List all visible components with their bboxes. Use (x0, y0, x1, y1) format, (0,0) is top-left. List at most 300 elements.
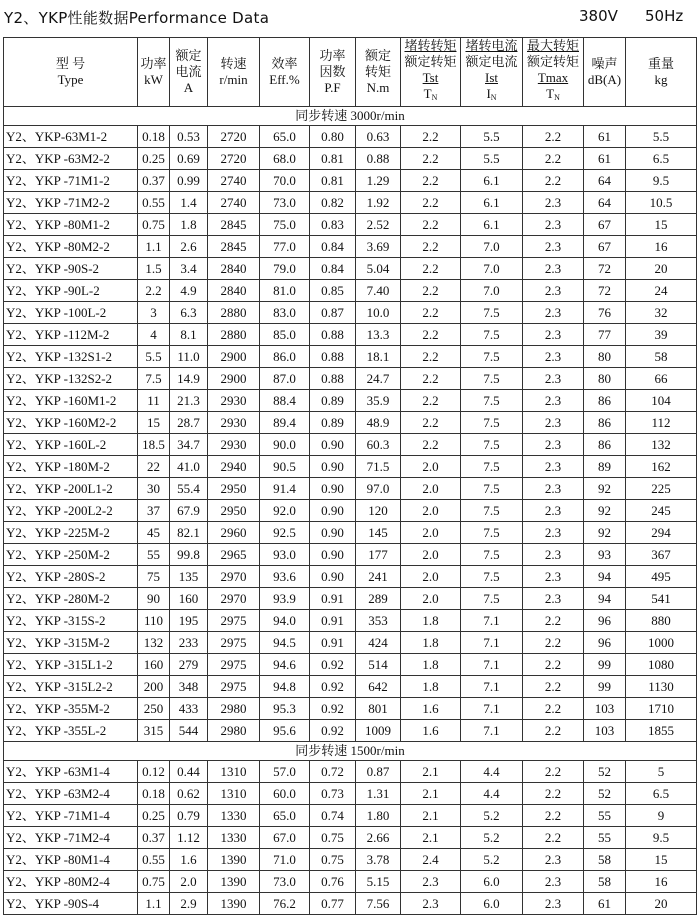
value-cell: 60.3 (356, 434, 401, 456)
model-cell: Y2、YKP -200L2-2 (4, 500, 138, 522)
value-cell: 71.5 (356, 456, 401, 478)
value-cell: 61 (584, 126, 626, 148)
value-cell: 2.3 (523, 280, 584, 302)
value-cell: 94 (584, 588, 626, 610)
model-cell: Y2、YKP -315S-2 (4, 610, 138, 632)
value-cell: 5.5 (626, 126, 697, 148)
model-cell: Y2、YKP -160L-2 (4, 434, 138, 456)
table-body (4, 107, 697, 915)
value-cell: 7.5 (461, 368, 523, 390)
value-cell: 7.0 (461, 280, 523, 302)
value-cell: 7.5 (461, 302, 523, 324)
value-cell: 9.5 (626, 170, 697, 192)
value-cell: 8.1 (170, 324, 208, 346)
value-cell: 11 (138, 390, 170, 412)
value-cell: 2.0 (401, 588, 461, 610)
value-cell: 2.3 (523, 324, 584, 346)
value-cell: 2.6 (170, 236, 208, 258)
value-cell: 94.0 (260, 610, 310, 632)
value-cell: 61 (584, 893, 626, 915)
value-cell: 2.2 (523, 720, 584, 742)
value-cell: 5.2 (461, 827, 523, 849)
table-row (4, 390, 697, 412)
value-cell: 99 (584, 676, 626, 698)
value-cell: 2840 (208, 280, 260, 302)
value-cell: 2720 (208, 126, 260, 148)
value-cell: 0.90 (310, 456, 356, 478)
value-cell: 1130 (626, 676, 697, 698)
value-cell: 7.5 (461, 588, 523, 610)
header-efficiency: 效率 Eff.% (260, 38, 310, 107)
table-row (4, 522, 697, 544)
value-cell: 2.0 (170, 871, 208, 893)
value-cell: 7.40 (356, 280, 401, 302)
value-cell: 2720 (208, 148, 260, 170)
value-cell: 294 (626, 522, 697, 544)
value-cell: 48.9 (356, 412, 401, 434)
value-cell: 2.3 (523, 346, 584, 368)
value-cell: 1.8 (401, 610, 461, 632)
value-cell: 2960 (208, 522, 260, 544)
model-cell: Y2、YKP -63M2-4 (4, 783, 138, 805)
value-cell: 2.3 (523, 236, 584, 258)
value-cell: 2965 (208, 544, 260, 566)
value-cell: 2.3 (523, 456, 584, 478)
value-cell: 801 (356, 698, 401, 720)
value-cell: 0.53 (170, 126, 208, 148)
table-row (4, 893, 697, 915)
value-cell: 92 (584, 478, 626, 500)
table-row (4, 214, 697, 236)
value-cell: 93 (584, 544, 626, 566)
value-cell: 67.0 (260, 827, 310, 849)
value-cell: 177 (356, 544, 401, 566)
table-row (4, 566, 697, 588)
value-cell: 58 (584, 849, 626, 871)
value-cell: 289 (356, 588, 401, 610)
model-cell: Y2、YKP -280S-2 (4, 566, 138, 588)
table-row (4, 148, 697, 170)
value-cell: 16 (626, 871, 697, 893)
value-cell: 2.3 (523, 302, 584, 324)
model-cell: Y2、YKP -71M1-4 (4, 805, 138, 827)
value-cell: 7.5 (461, 456, 523, 478)
table-row (4, 654, 697, 676)
value-cell: 72 (584, 280, 626, 302)
value-cell: 2930 (208, 434, 260, 456)
value-cell: 0.91 (310, 632, 356, 654)
value-cell: 132 (626, 434, 697, 456)
value-cell: 18.5 (138, 434, 170, 456)
table-row (4, 192, 697, 214)
table-row (4, 827, 697, 849)
value-cell: 2.3 (523, 434, 584, 456)
table-row (4, 698, 697, 720)
value-cell: 1.8 (401, 632, 461, 654)
value-cell: 3.4 (170, 258, 208, 280)
value-cell: 135 (170, 566, 208, 588)
value-cell: 94.6 (260, 654, 310, 676)
value-cell: 0.90 (310, 500, 356, 522)
value-cell: 2.2 (401, 434, 461, 456)
value-cell: 1.92 (356, 192, 401, 214)
value-cell: 5.04 (356, 258, 401, 280)
value-cell: 2.3 (401, 893, 461, 915)
value-cell: 2970 (208, 566, 260, 588)
value-cell: 15 (138, 412, 170, 434)
value-cell: 0.75 (138, 214, 170, 236)
value-cell: 0.76 (310, 871, 356, 893)
value-cell: 1310 (208, 783, 260, 805)
value-cell: 34.7 (170, 434, 208, 456)
value-cell: 55 (584, 805, 626, 827)
value-cell: 0.85 (310, 280, 356, 302)
value-cell: 28.7 (170, 412, 208, 434)
header-max-torque: 最大转矩 额定转矩 Tmax $T_N$ (523, 38, 584, 107)
value-cell: 2.3 (523, 849, 584, 871)
header-power-factor: 功率 因数 P.F (310, 38, 356, 107)
value-cell: 2880 (208, 302, 260, 324)
value-cell: 2.2 (523, 610, 584, 632)
table-row (4, 280, 697, 302)
value-cell: 4 (138, 324, 170, 346)
value-cell: 11.0 (170, 346, 208, 368)
value-cell: 4.4 (461, 761, 523, 783)
value-cell: 35.9 (356, 390, 401, 412)
value-cell: 200 (138, 676, 170, 698)
value-cell: 250 (138, 698, 170, 720)
value-cell: 66 (626, 368, 697, 390)
frequency-label: 50Hz (645, 7, 684, 25)
value-cell: 2840 (208, 258, 260, 280)
value-cell: 2.66 (356, 827, 401, 849)
value-cell: 2900 (208, 368, 260, 390)
model-cell: Y2、YKP -250M-2 (4, 544, 138, 566)
value-cell: 5 (626, 761, 697, 783)
value-cell: 20 (626, 258, 697, 280)
value-cell: 39 (626, 324, 697, 346)
value-cell: 5.5 (138, 346, 170, 368)
value-cell: 67 (584, 214, 626, 236)
model-cell: Y2、YKP -160M1-2 (4, 390, 138, 412)
model-cell: Y2、YKP -80M2-2 (4, 236, 138, 258)
value-cell: 1009 (356, 720, 401, 742)
model-cell: Y2、YKP -315L2-2 (4, 676, 138, 698)
value-cell: 2880 (208, 324, 260, 346)
value-cell: 0.92 (310, 720, 356, 742)
value-cell: 86 (584, 390, 626, 412)
value-cell: 89.4 (260, 412, 310, 434)
value-cell: 2.1 (401, 761, 461, 783)
value-cell: 2.3 (523, 478, 584, 500)
table-row (4, 258, 697, 280)
table-row (4, 805, 697, 827)
model-cell: Y2、YKP -71M1-2 (4, 170, 138, 192)
table-row (4, 871, 697, 893)
value-cell: 2970 (208, 588, 260, 610)
value-cell: 541 (626, 588, 697, 610)
table-row (4, 761, 697, 783)
model-cell: Y2、YKP -90L-2 (4, 280, 138, 302)
value-cell: 4.9 (170, 280, 208, 302)
value-cell: 68.0 (260, 148, 310, 170)
table-row (4, 126, 697, 148)
value-cell: 1.8 (401, 676, 461, 698)
value-cell: 160 (170, 588, 208, 610)
model-cell: Y2、YKP -71M2-4 (4, 827, 138, 849)
value-cell: 1.31 (356, 783, 401, 805)
value-cell: 2.3 (523, 544, 584, 566)
value-cell: 96 (584, 610, 626, 632)
value-cell: 64 (584, 170, 626, 192)
value-cell: 2.2 (523, 632, 584, 654)
model-cell: Y2、YKP -90S-4 (4, 893, 138, 915)
value-cell: 2.2 (523, 698, 584, 720)
value-cell: 0.90 (310, 544, 356, 566)
value-cell: 2.3 (523, 214, 584, 236)
table-row (4, 849, 697, 871)
value-cell: 0.87 (310, 302, 356, 324)
value-cell: 2.2 (523, 654, 584, 676)
table-row (4, 610, 697, 632)
value-cell: 81.0 (260, 280, 310, 302)
table-row (4, 434, 697, 456)
value-cell: 2.4 (401, 849, 461, 871)
value-cell: 1.29 (356, 170, 401, 192)
value-cell: 2.3 (523, 412, 584, 434)
value-cell: 2.2 (401, 368, 461, 390)
value-cell: 2.3 (523, 192, 584, 214)
value-cell: 0.44 (170, 761, 208, 783)
value-cell: 7.5 (138, 368, 170, 390)
value-cell: 0.82 (310, 192, 356, 214)
value-cell: 544 (170, 720, 208, 742)
value-cell: 0.90 (310, 522, 356, 544)
value-cell: 0.55 (138, 849, 170, 871)
model-cell: Y2、YKP -80M2-4 (4, 871, 138, 893)
value-cell: 2.2 (523, 761, 584, 783)
value-cell: 2.3 (523, 500, 584, 522)
value-cell: 0.88 (356, 148, 401, 170)
value-cell: 1.6 (170, 849, 208, 871)
value-cell: 2.0 (401, 456, 461, 478)
value-cell: 6.5 (626, 148, 697, 170)
value-cell: 92.5 (260, 522, 310, 544)
value-cell: 2.2 (401, 302, 461, 324)
table-row (4, 302, 697, 324)
value-cell: 93.6 (260, 566, 310, 588)
value-cell: 0.75 (310, 827, 356, 849)
value-cell: 77 (584, 324, 626, 346)
table-row (4, 456, 697, 478)
value-cell: 41.0 (170, 456, 208, 478)
value-cell: 2.2 (523, 148, 584, 170)
value-cell: 2.3 (523, 871, 584, 893)
value-cell: 2900 (208, 346, 260, 368)
value-cell: 2.3 (523, 390, 584, 412)
value-cell: 0.80 (310, 126, 356, 148)
value-cell: 1390 (208, 893, 260, 915)
model-cell: Y2、YKP -225M-2 (4, 522, 138, 544)
model-cell: Y2、YKP -63M1-4 (4, 761, 138, 783)
value-cell: 86 (584, 412, 626, 434)
value-cell: 76.2 (260, 893, 310, 915)
value-cell: 15 (626, 214, 697, 236)
value-cell: 75.0 (260, 214, 310, 236)
value-cell: 1.5 (138, 258, 170, 280)
value-cell: 58 (626, 346, 697, 368)
value-cell: 2.0 (401, 522, 461, 544)
value-cell: 2.2 (523, 170, 584, 192)
value-cell: 367 (626, 544, 697, 566)
model-cell: Y2、YKP -63M2-2 (4, 148, 138, 170)
model-cell: Y2、YKP -100L-2 (4, 302, 138, 324)
model-cell: Y2、YKP -80M1-2 (4, 214, 138, 236)
value-cell: 91.4 (260, 478, 310, 500)
value-cell: 1.8 (170, 214, 208, 236)
value-cell: 2.2 (401, 170, 461, 192)
value-cell: 22 (138, 456, 170, 478)
value-cell: 2950 (208, 500, 260, 522)
value-cell: 132 (138, 632, 170, 654)
value-cell: 2.0 (401, 478, 461, 500)
value-cell: 2940 (208, 456, 260, 478)
value-cell: 6.5 (626, 783, 697, 805)
value-cell: 2.2 (401, 280, 461, 302)
value-cell: 94.8 (260, 676, 310, 698)
table-row (4, 170, 697, 192)
header-power: 功率 kW (138, 38, 170, 107)
value-cell: 2975 (208, 654, 260, 676)
value-cell: 2.2 (401, 346, 461, 368)
value-cell: 1.6 (401, 698, 461, 720)
value-cell: 1855 (626, 720, 697, 742)
value-cell: 0.89 (310, 390, 356, 412)
value-cell: 5.2 (461, 849, 523, 871)
value-cell: 0.90 (310, 566, 356, 588)
value-cell: 85.0 (260, 324, 310, 346)
value-cell: 5.5 (461, 126, 523, 148)
value-cell: 2740 (208, 170, 260, 192)
value-cell: 1.12 (170, 827, 208, 849)
value-cell: 0.55 (138, 192, 170, 214)
value-cell: 1.1 (138, 236, 170, 258)
value-cell: 86 (584, 434, 626, 456)
value-cell: 3 (138, 302, 170, 324)
section-header-row (4, 107, 697, 126)
table-row (4, 236, 697, 258)
value-cell: 7.5 (461, 478, 523, 500)
model-cell: Y2、YKP -180M-2 (4, 456, 138, 478)
value-cell: 79.0 (260, 258, 310, 280)
value-cell: 2975 (208, 676, 260, 698)
value-cell: 7.1 (461, 698, 523, 720)
value-cell: 7.0 (461, 236, 523, 258)
header-locked-current: 堵转电流 额定电流 Ist $I_N$ (461, 38, 523, 107)
value-cell: 1.8 (401, 654, 461, 676)
model-cell: Y2、YKP -315L1-2 (4, 654, 138, 676)
value-cell: 76 (584, 302, 626, 324)
value-cell: 160 (138, 654, 170, 676)
value-cell: 87.0 (260, 368, 310, 390)
value-cell: 57.0 (260, 761, 310, 783)
value-cell: 7.5 (461, 324, 523, 346)
table-row (4, 346, 697, 368)
value-cell: 2.1 (401, 805, 461, 827)
value-cell: 65.0 (260, 805, 310, 827)
table-row (4, 368, 697, 390)
value-cell: 3.69 (356, 236, 401, 258)
value-cell: 6.1 (461, 214, 523, 236)
value-cell: 7.5 (461, 522, 523, 544)
value-cell: 0.88 (310, 346, 356, 368)
value-cell: 0.25 (138, 148, 170, 170)
value-cell: 72 (584, 258, 626, 280)
value-cell: 7.5 (461, 390, 523, 412)
value-cell: 10.0 (356, 302, 401, 324)
value-cell: 0.37 (138, 170, 170, 192)
value-cell: 58 (584, 871, 626, 893)
value-cell: 5.2 (461, 805, 523, 827)
header-weight: 重量 kg (626, 38, 697, 107)
value-cell: 73.0 (260, 871, 310, 893)
header-locked-torque: 堵转转矩 额定转矩 Tst $T_N$ (401, 38, 461, 107)
value-cell: 6.3 (170, 302, 208, 324)
value-cell: 0.75 (138, 871, 170, 893)
table-row (4, 783, 697, 805)
header-torque: 额定 转矩 N.m (356, 38, 401, 107)
value-cell: 96 (584, 632, 626, 654)
value-cell: 7.5 (461, 346, 523, 368)
value-cell: 2.2 (523, 126, 584, 148)
value-cell: 55.4 (170, 478, 208, 500)
value-cell: 37 (138, 500, 170, 522)
value-cell: 2930 (208, 390, 260, 412)
value-cell: 90.0 (260, 434, 310, 456)
value-cell: 2.2 (401, 214, 461, 236)
value-cell: 0.91 (310, 610, 356, 632)
value-cell: 67 (584, 236, 626, 258)
model-cell: Y2、YKP -160M2-2 (4, 412, 138, 434)
value-cell: 241 (356, 566, 401, 588)
value-cell: 2.2 (401, 324, 461, 346)
value-cell: 32 (626, 302, 697, 324)
value-cell: 2950 (208, 478, 260, 500)
value-cell: 1000 (626, 632, 697, 654)
value-cell: 424 (356, 632, 401, 654)
value-cell: 94.5 (260, 632, 310, 654)
value-cell: 65.0 (260, 126, 310, 148)
value-cell: 2975 (208, 610, 260, 632)
value-cell: 1710 (626, 698, 697, 720)
value-cell: 2980 (208, 720, 260, 742)
value-cell: 7.1 (461, 610, 523, 632)
value-cell: 0.84 (310, 258, 356, 280)
value-cell: 2.2 (523, 783, 584, 805)
value-cell: 1080 (626, 654, 697, 676)
value-cell: 0.81 (310, 148, 356, 170)
value-cell: 0.90 (310, 434, 356, 456)
value-cell: 2.3 (523, 368, 584, 390)
table-row (4, 324, 697, 346)
value-cell: 9 (626, 805, 697, 827)
table-row (4, 478, 697, 500)
value-cell: 279 (170, 654, 208, 676)
value-cell: 2.2 (401, 412, 461, 434)
value-cell: 99 (584, 654, 626, 676)
value-cell: 90 (138, 588, 170, 610)
value-cell: 0.63 (356, 126, 401, 148)
